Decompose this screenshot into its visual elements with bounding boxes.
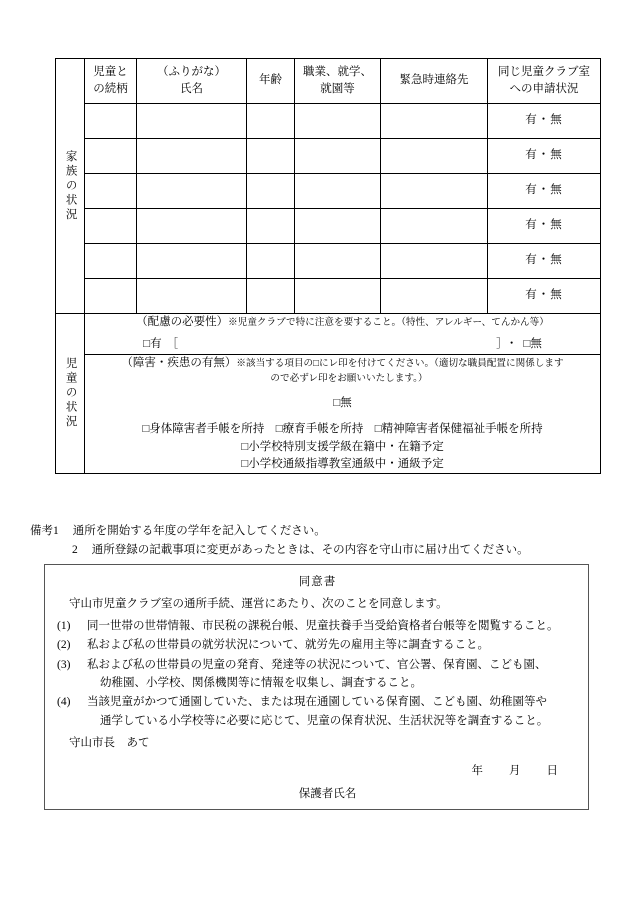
cell-occupation[interactable] [295,209,381,244]
cell-relation[interactable] [85,279,137,314]
consent-item-2 [57,636,578,654]
header-apply-line2: への申請状況 [509,83,579,95]
cell-apply-status[interactable]: 有・無 [488,244,601,279]
cell-emergency[interactable] [381,174,488,209]
cell-apply-status[interactable]: 有・無 [488,139,601,174]
consent-date-line [57,762,578,780]
remarks-label: 備考 [30,525,53,537]
disability-note-line1: ※該当する項目の□にレ印を付けてください。（適切な職員配置に関係します [236,357,564,369]
cell-occupation[interactable] [295,174,381,209]
table-row [56,209,601,244]
remarks [30,522,610,559]
header-name-label: 氏名 [180,83,203,95]
cell-relation[interactable] [85,209,137,244]
consent-item-4 [57,693,578,730]
cell-age[interactable] [247,279,295,314]
cell-apply-status[interactable]: 有・無 [488,279,601,314]
cell-apply-status[interactable]: 有・無 [488,174,601,209]
consent-item-1-text: 同一世帯の世帯情報、市民税の課税台帳、児童扶養手当受給資格者台帳等を閲覧すること。 [87,619,559,632]
cell-relation[interactable] [85,104,137,139]
cell-name[interactable] [137,279,247,314]
header-occupation-line2: 就園等 [320,83,355,95]
cell-occupation[interactable] [295,104,381,139]
cell-apply-status[interactable]: 有・無 [488,209,601,244]
consent-box [44,564,589,810]
consideration-block [85,314,601,355]
table-row [56,174,601,209]
table-header-row [56,59,601,104]
consent-item-4-text-cont: 通学している小学校等に必要に応じて、児童の保育状況、生活状況等を調査すること。 [100,714,549,727]
remark-item-1 [30,522,610,541]
cell-occupation[interactable] [295,244,381,279]
header-furigana: （ふりがな） [157,65,226,78]
header-occupation [295,59,381,104]
header-name [137,59,247,104]
checkbox-special-support-class[interactable]: □小学校特別支援学級在籍中・在籍予定 [241,440,444,453]
registration-form-table [55,58,601,474]
checkbox-consideration-no[interactable]: □無 [523,338,542,351]
consent-item-4-text: 当該児童がかつて通園していた、または現在通園している保育園、こども園、幼稚園等や [87,696,547,709]
section-label-family: 家族の状況 [56,59,85,314]
header-occupation-line1: 職業、就学、 [303,65,372,78]
consent-title: 同意書 [298,576,337,588]
remark-text-1: 通所を開始する年度の学年を記入してください。 [72,525,326,537]
cell-name[interactable] [137,174,247,209]
consent-item-4-number: (4) [57,696,71,709]
date-day-label[interactable]: 日 [546,764,558,777]
table-row [56,279,601,314]
consent-item-2-number: (2) [57,639,71,652]
table-row [56,104,601,139]
consent-list [57,617,578,730]
consent-addressee: 守山市長 あて [69,737,150,750]
disability-heading: （障害・疾患の有無） [121,356,237,369]
disability-block [85,354,601,474]
consent-item-2-text: 私および私の世帯員の就労状況について、就労先の雇用主等に調査すること。 [87,639,490,652]
consideration-answer-line [85,336,600,353]
consent-item-3-text: 私および私の世帯員の児童の発育、発達等の状況について、官公署、保育園、こども園、 [87,658,547,671]
cell-name[interactable] [137,209,247,244]
cell-relation[interactable] [85,244,137,279]
consideration-note: ※児童クラブで特に注意を要すること。（特性、アレルギー、てんかん等） [228,317,549,328]
disability-note-line2: ので必ずレ印をお願いいたします。） [270,372,428,384]
checkbox-resource-room[interactable]: □小学校通級指導教室通級中・通級予定 [241,457,444,470]
remark-number-2: 2 [72,543,78,556]
consideration-heading-line [85,314,600,331]
cell-name[interactable] [137,104,247,139]
cell-emergency[interactable] [381,244,488,279]
checkbox-consideration-yes[interactable]: □有 [143,338,162,351]
cell-emergency[interactable] [381,104,488,139]
consent-item-1 [57,617,578,635]
cell-emergency[interactable] [381,209,488,244]
consent-item-3-text-cont: 幼稚園、小学校、関係機関等に情報を収集し、調査すること。 [100,676,422,689]
consent-signature-line[interactable]: 保護者氏名 [298,787,357,800]
header-relation-line2: の続柄 [93,83,128,95]
cell-name[interactable] [137,244,247,279]
cell-emergency[interactable] [381,139,488,174]
spacer [85,386,600,395]
cell-emergency[interactable] [381,279,488,314]
cell-age[interactable] [247,209,295,244]
consent-item-3-number: (3) [57,658,71,671]
consent-item-1-number: (1) [57,619,71,632]
date-month-label[interactable]: 月 [509,764,521,777]
checkbox-disability-none[interactable]: □無 [333,397,352,410]
cell-apply-status[interactable]: 有・無 [488,104,601,139]
child-status-section [56,314,601,355]
header-emergency-contact: 緊急時連絡先 [381,59,488,104]
consent-item-3 [57,656,578,693]
cell-age[interactable] [247,104,295,139]
remark-item-2 [30,541,610,560]
header-apply-status [488,59,601,104]
header-age: 年齢 [247,59,295,104]
cell-age[interactable] [247,174,295,209]
cell-age[interactable] [247,139,295,174]
cell-occupation[interactable] [295,279,381,314]
cell-relation[interactable] [85,139,137,174]
table-row [56,244,601,279]
table-row [56,139,601,174]
cell-occupation[interactable] [295,139,381,174]
cell-relation[interactable] [85,174,137,209]
checkbox-disability-certificates[interactable]: □身体障害者手帳を所持 □療育手帳を所持 □精神障害者保健福祉手帳を所持 [142,423,543,436]
remark-text-2: 通所登録の記載事項に変更があったときは、その内容を守山市に届け出てください。 [91,543,529,556]
consent-intro: 守山市児童クラブ室の通所手続、運営にあたり、次のことを同意します。 [69,598,448,611]
cell-age[interactable] [247,244,295,279]
header-relation-line1: 児童と [93,65,128,78]
bracket-close: ］ [496,338,502,351]
separator-dot: ・ [505,338,518,351]
disability-heading-line [85,355,600,372]
disability-section [56,354,601,474]
header-apply-line1: 同じ児童クラブ室 [498,65,590,78]
consideration-heading: （配慮の必要性） [136,316,229,328]
bracket-open: ［ [166,338,179,351]
spacer [85,412,600,421]
section-label-child: 児童の状況 [56,314,85,474]
cell-name[interactable] [137,139,247,174]
remark-number-1: 1 [53,525,59,537]
date-year-label[interactable]: 年 [471,764,483,777]
header-relation [85,59,137,104]
